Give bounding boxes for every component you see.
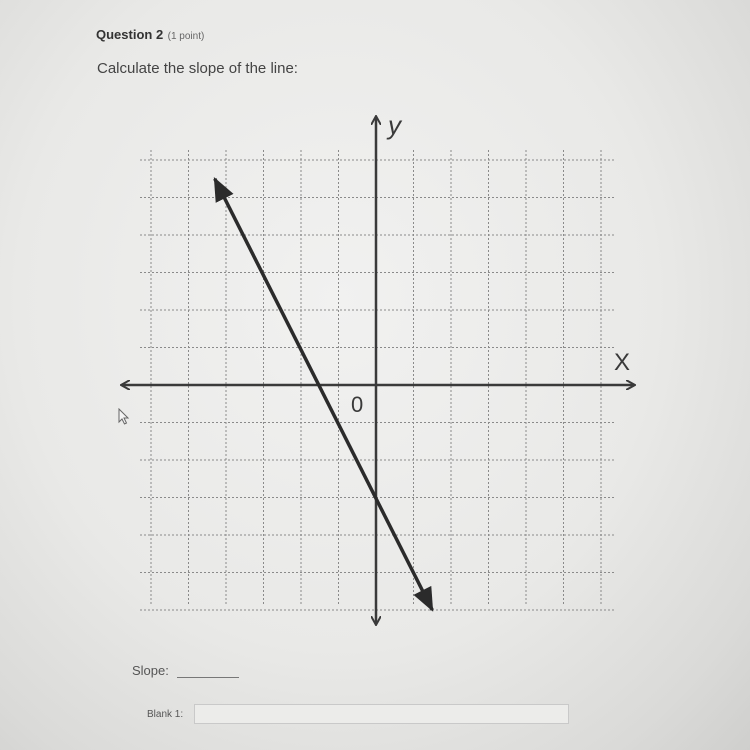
graphed-line [215, 179, 433, 610]
origin-label: 0 [351, 392, 364, 417]
question-prompt: Calculate the slope of the line: [97, 60, 298, 77]
question-number: Question 2 [96, 27, 164, 42]
slope-row [132, 663, 239, 678]
question-points: (1 point) [167, 31, 205, 42]
slope-label: Slope: [132, 663, 169, 678]
mouse-pointer-icon [117, 408, 133, 426]
blank-1-label: Blank 1: [147, 709, 184, 720]
x-axis-label: X [614, 349, 631, 376]
blank-1-input[interactable] [194, 704, 569, 724]
slope-blank-underline [177, 677, 239, 678]
y-axis-label: y [388, 110, 401, 140]
axes [122, 117, 634, 624]
